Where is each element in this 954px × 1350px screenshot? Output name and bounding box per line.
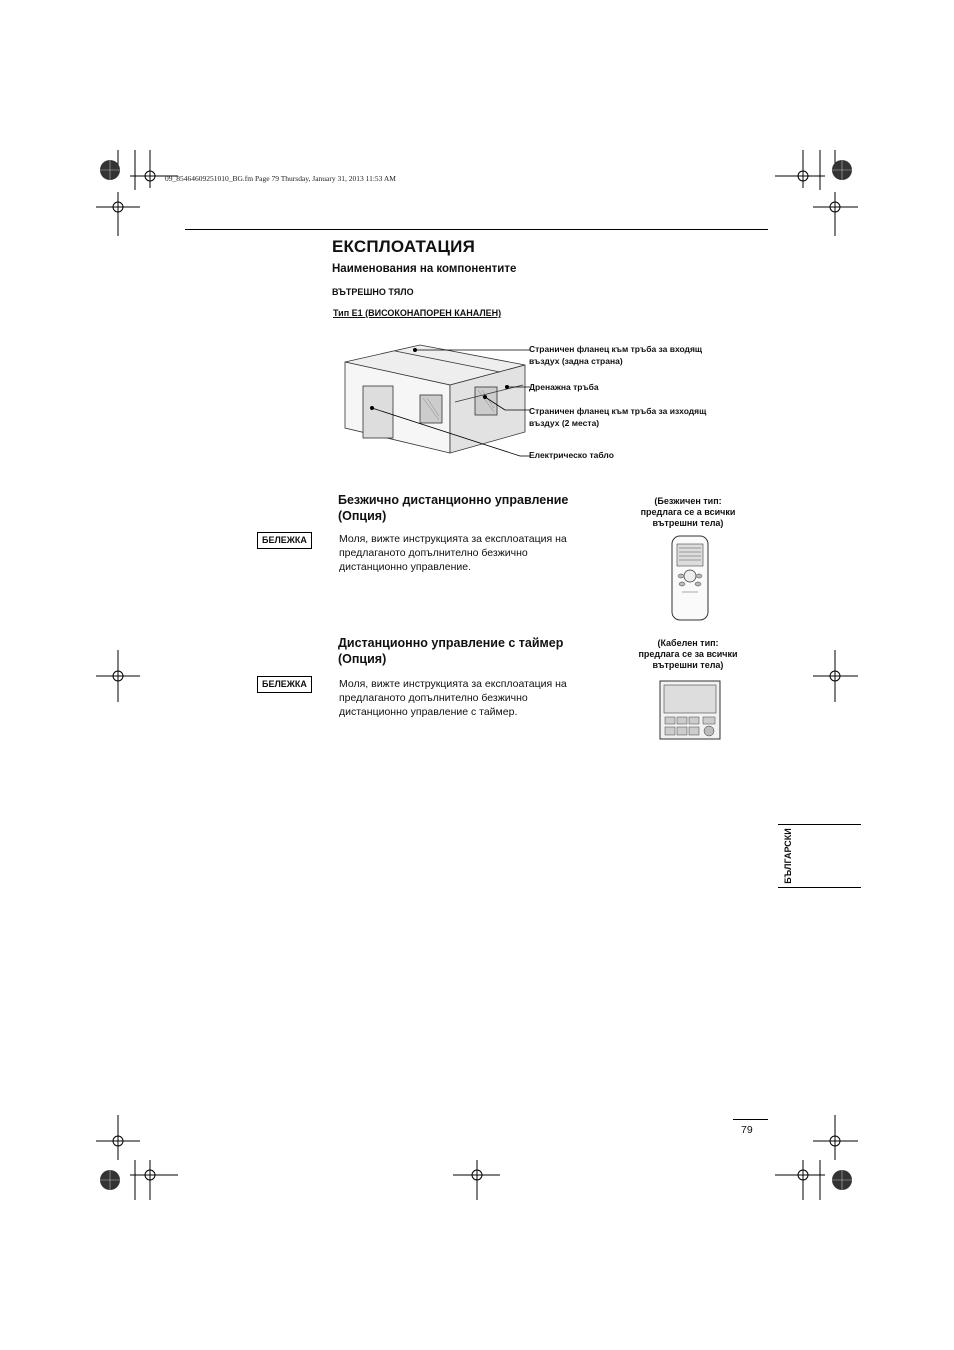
wireless-text-line3: дистанционно управление. bbox=[339, 561, 471, 573]
wireless-remote-image bbox=[670, 534, 710, 622]
wireless-caption-line2: предлага се а всички bbox=[640, 507, 736, 517]
language-label: БЪЛГАРСКИ bbox=[783, 828, 793, 884]
page-title: ЕКСПЛОАТАЦИЯ bbox=[332, 237, 475, 256]
callout-outlet-line2: въздух (2 места) bbox=[529, 418, 600, 428]
header-rule bbox=[185, 229, 768, 230]
wired-heading-line2: (Опция) bbox=[338, 652, 387, 666]
callout-drain-pipe: Дренажна тръба bbox=[529, 382, 599, 392]
wireless-caption bbox=[608, 496, 768, 529]
note-badge-wireless: БЕЛЕЖКА bbox=[257, 532, 312, 549]
wireless-text-line1: Моля, вижте инструкцията за експлоатация на bbox=[339, 533, 567, 545]
wireless-caption-line1: (Безжичен тип: bbox=[654, 496, 722, 506]
note-badge-wired: БЕЛЕЖКА bbox=[257, 676, 312, 693]
file-info-header: 09_85464609251010_BG.fm Page 79 Thursday, January 31, 2013 11:53 AM bbox=[165, 174, 396, 183]
callout-inlet-line2: въздух (задна страна) bbox=[529, 356, 623, 366]
callout-inlet-flange bbox=[529, 343, 702, 367]
wireless-text-line2: предлаганото допълнително безжично bbox=[339, 547, 528, 559]
callout-electrical-box: Електрическо табло bbox=[529, 450, 614, 460]
section-subtitle: Наименования на компонентите bbox=[332, 263, 517, 275]
wired-text-line1: Моля, вижте инструкцията за експлоатация на bbox=[339, 678, 567, 690]
wireless-heading-line1: Безжично дистанционно управление bbox=[338, 493, 569, 507]
wired-note-text bbox=[339, 677, 567, 719]
callout-outlet-line1: Страничен фланец към тръба за изходящ bbox=[529, 406, 707, 416]
callout-inlet-line1: Страничен фланец към тръба за входящ bbox=[529, 344, 703, 354]
wired-caption-line1: (Кабелен тип: bbox=[657, 638, 719, 648]
language-tab bbox=[778, 824, 861, 888]
wired-remote-image bbox=[659, 680, 721, 740]
wired-text-line3: дистанционно управление с таймер. bbox=[339, 706, 518, 718]
wired-caption bbox=[608, 638, 768, 671]
callout-outlet-flange bbox=[529, 405, 706, 429]
page-number-rule bbox=[733, 1119, 768, 1120]
unit-heading: ВЪТРЕШНО ТЯЛО bbox=[332, 287, 414, 297]
wired-caption-line2: предлага се за всички bbox=[638, 649, 738, 659]
wired-heading-line1: Дистанционно управление с таймер bbox=[338, 636, 564, 650]
page-number: 79 bbox=[741, 1124, 753, 1136]
wired-caption-line3: вътрешни тела) bbox=[652, 660, 724, 670]
type-label: Тип E1 (ВИСОКОНАПОРЕН КАНАЛЕН) bbox=[333, 308, 502, 318]
wireless-heading-line2: (Опция) bbox=[338, 509, 387, 523]
wireless-caption-line3: вътрешни тела) bbox=[652, 518, 724, 528]
wired-heading bbox=[338, 635, 563, 667]
indoor-unit-diagram bbox=[335, 340, 530, 465]
wireless-heading bbox=[338, 492, 568, 524]
wired-text-line2: предлаганото допълнително безжично bbox=[339, 692, 528, 704]
wireless-note-text bbox=[339, 532, 567, 574]
